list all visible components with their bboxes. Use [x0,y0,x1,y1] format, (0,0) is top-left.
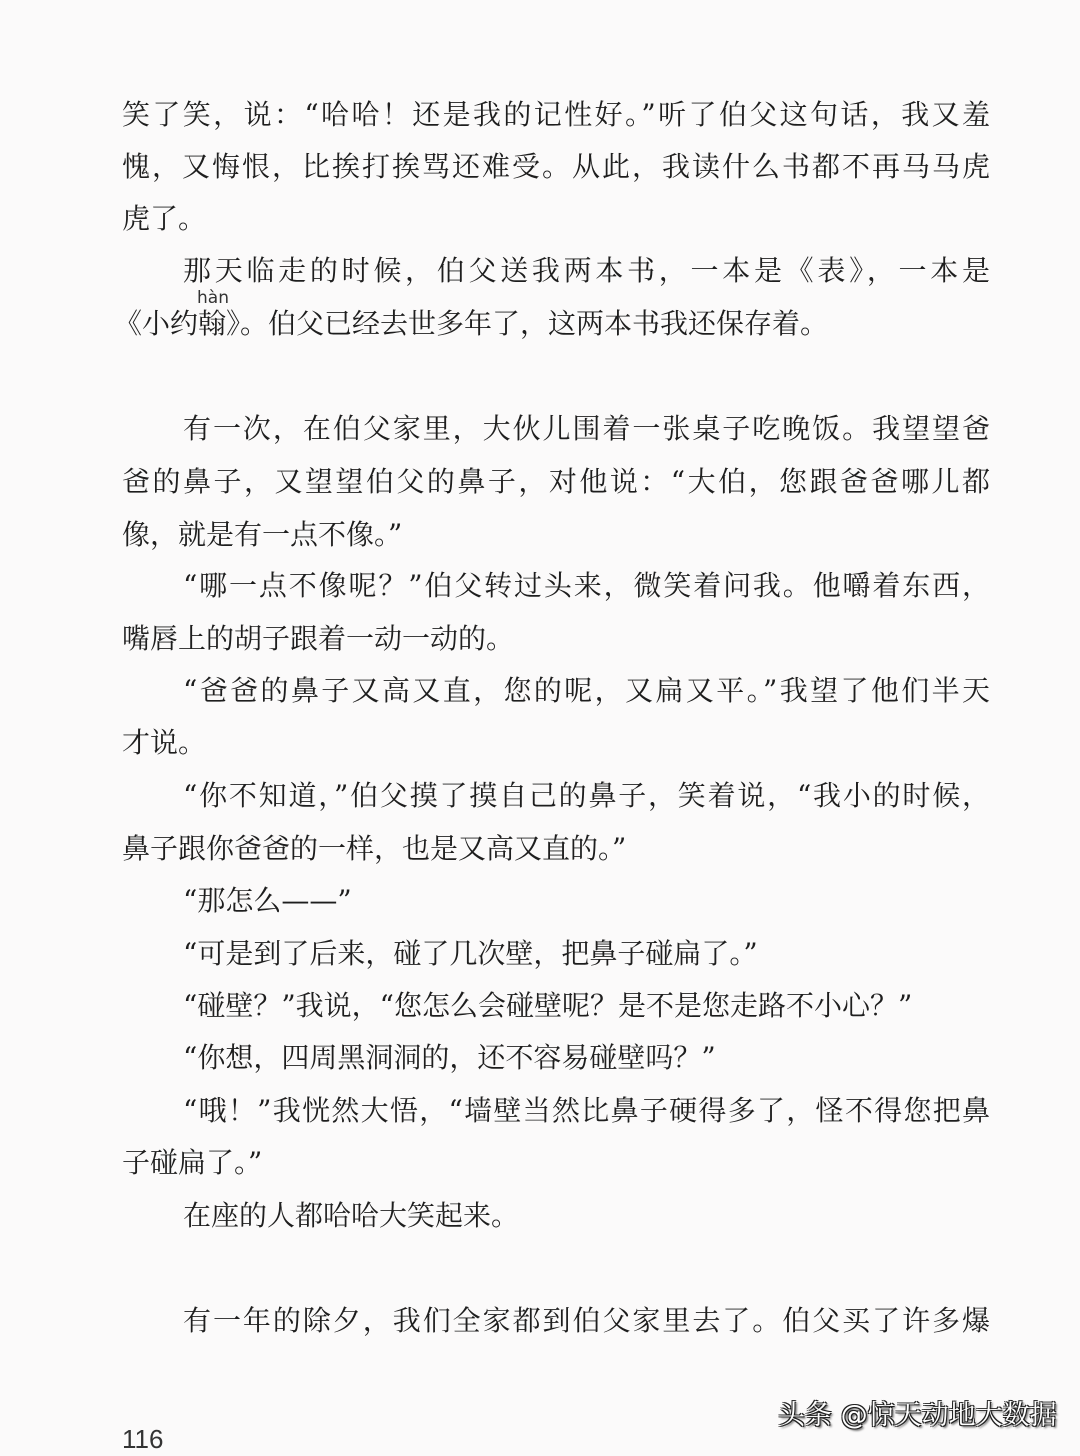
page-number: 116 [122,1424,164,1454]
text-line: “哦！”我恍然大悟，“墙壁当然比鼻子硬得多了，怪不得您把鼻 [183,1094,990,1127]
text-line: 那天临走的时候，伯父送我两本书，一本是《表》，一本是 [183,254,990,287]
text-line: 嘴唇上的胡子跟着一动一动的。 [122,622,515,655]
watermark: 头条 @惊天动地大数据 [778,1400,1057,1431]
pinyin-annotation: hàn [197,288,229,308]
text-line: 有一年的除夕，我们全家都到伯父家里去了。伯父买了许多爆 [183,1304,990,1337]
text-line: “爸爸的鼻子又高又直，您的呢，又扁又平。”我望了他们半天 [183,674,990,707]
text-line: “哪一点不像呢？”伯父转过头来，微笑着问我。他嚼着东西， [183,569,990,602]
text-line: 在座的人都哈哈大笑起来。 [183,1199,520,1232]
text-line: 有一次，在伯父家里，大伙儿围着一张桌子吃晚饭。我望望爸 [183,412,990,445]
text-line: 像，就是有一点不像。” [122,518,403,551]
text-line: 鼻子跟你爸爸的一样，也是又高又直的。” [122,832,627,865]
text-line: “你不知道，”伯父摸了摸自己的鼻子，笑着说，“我小的时候， [183,779,990,812]
text-line: “碰壁？”我说，“您怎么会碰壁呢？是不是您走路不小心？” [183,989,913,1022]
text-line: “你想，四周黑洞洞的，还不容易碰壁吗？” [183,1041,716,1074]
text-line: 虎了。 [122,202,207,235]
text-line: 《小约翰》。伯父已经去世多年了，这两本书我还保存着。 [114,307,829,340]
text-line: 愧，又悔恨，比挨打挨骂还难受。从此，我读什么书都不再马马虎 [122,150,990,183]
text-line: 爸的鼻子，又望望伯父的鼻子，对他说：“大伯，您跟爸爸哪儿都 [122,465,990,498]
text-line: 笑了笑，说：“哈哈！还是我的记性好。”听了伯父这句话，我又羞 [122,98,990,131]
text-line: 才说。 [122,726,207,759]
text-line: 子碰扁了。” [122,1146,263,1179]
text-line: “那怎么——” [183,884,352,917]
text-line: “可是到了后来，碰了几次壁，把鼻子碰扁了。” [183,937,758,970]
